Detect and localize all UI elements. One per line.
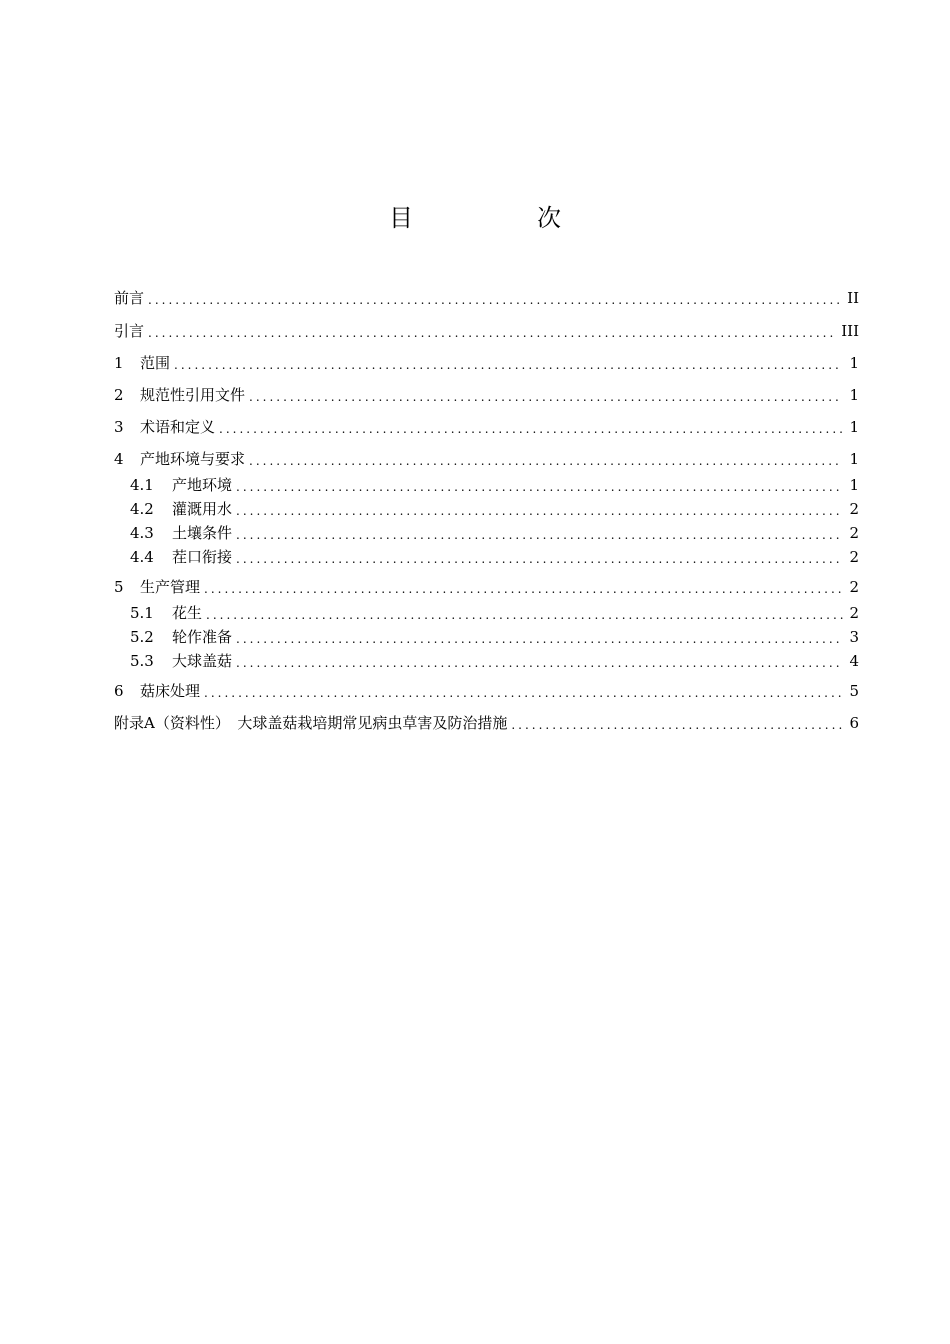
toc-entry-page: 2 <box>849 578 859 596</box>
toc-entry-5-1[interactable] <box>130 601 859 625</box>
toc-entry-page: 1 <box>849 354 859 372</box>
toc-entry-number: 4.3 <box>130 524 154 542</box>
toc-entry-5-2[interactable] <box>130 625 859 649</box>
toc-entry-page: 1 <box>849 386 859 404</box>
toc-entry-number: 5.2 <box>130 628 154 646</box>
toc-entry-4[interactable] <box>114 447 859 471</box>
toc-entry-number: 5 <box>114 578 124 596</box>
toc-entry-appendix-a[interactable] <box>114 711 859 735</box>
toc-leader-dots <box>249 387 843 407</box>
toc-leader-dots <box>174 355 843 375</box>
toc-leader-dots <box>236 549 843 569</box>
toc-entry-number: 2 <box>114 386 124 404</box>
toc-entry-introduction[interactable] <box>114 319 859 343</box>
toc-entry-text: 生产管理 <box>140 578 201 596</box>
toc-entry-number: 1 <box>114 354 124 372</box>
toc-entry-page: 1 <box>849 418 859 436</box>
toc-entry-text: 产地环境与要求 <box>140 450 246 468</box>
toc-entry-page: 1 <box>849 476 859 494</box>
toc-entry-page: 1 <box>849 450 859 468</box>
toc-entry-number: 5.1 <box>130 604 154 622</box>
toc-entry-4-4[interactable] <box>130 545 859 569</box>
toc-entry-number: 5.3 <box>130 652 154 670</box>
toc-entry-4-3[interactable] <box>130 521 859 545</box>
toc-leader-dots <box>206 605 843 625</box>
toc-entry-page: 3 <box>849 628 859 646</box>
toc-entry-text: 灌溉用水 <box>172 500 233 518</box>
toc-entry-page: 4 <box>849 652 859 670</box>
toc-entry-text: 菇床处理 <box>140 682 201 700</box>
toc-entry-5-3[interactable] <box>130 649 859 673</box>
toc-entry-text: 前言 <box>114 289 145 307</box>
toc-entry-page: 2 <box>849 548 859 566</box>
toc-leader-dots <box>236 629 843 649</box>
toc-entry-3[interactable] <box>114 415 859 439</box>
toc-leader-dots <box>236 501 843 521</box>
toc-entry-text: 大球盖菇 <box>172 652 233 670</box>
toc-entry-text: 产地环境 <box>172 476 233 494</box>
toc-entry-text: 范围 <box>140 354 171 372</box>
toc-entry-1[interactable] <box>114 351 859 375</box>
toc-entry-page: 2 <box>849 524 859 542</box>
toc-leader-dots <box>511 715 843 735</box>
toc-entry-4-2[interactable] <box>130 497 859 521</box>
toc-entry-text: 土壤条件 <box>172 524 233 542</box>
toc-entry-page: II <box>847 289 859 307</box>
toc-leader-dots <box>204 579 843 599</box>
toc-leader-dots <box>148 290 841 310</box>
toc-entry-number: 4.4 <box>130 548 154 566</box>
toc-entry-6[interactable] <box>114 679 859 703</box>
toc-entry-preface[interactable] <box>114 286 859 310</box>
toc-entry-page: 5 <box>849 682 859 700</box>
toc-entry-5[interactable] <box>114 575 859 599</box>
toc-entry-page: 2 <box>849 604 859 622</box>
toc-entry-text: 茬口衔接 <box>172 548 233 566</box>
toc-leader-dots <box>148 323 835 343</box>
toc-entry-number: 3 <box>114 418 124 436</box>
toc-entry-2[interactable] <box>114 383 859 407</box>
toc-entry-text: 引言 <box>114 322 145 340</box>
toc-leader-dots <box>204 683 843 703</box>
toc-leader-dots <box>236 477 843 497</box>
toc-entry-page: 2 <box>849 500 859 518</box>
toc-leader-dots <box>219 419 843 439</box>
toc-entry-page: 6 <box>849 714 859 732</box>
toc-entry-number: 6 <box>114 682 124 700</box>
toc-entry-text: 附录A（资料性） 大球盖菇栽培期常见病虫草害及防治措施 <box>114 714 508 732</box>
toc-leader-dots <box>236 653 843 673</box>
toc-entry-text: 花生 <box>172 604 203 622</box>
toc-entry-number: 4.2 <box>130 500 154 518</box>
toc-entry-number: 4 <box>114 450 124 468</box>
toc-entry-text: 规范性引用文件 <box>140 386 246 404</box>
toc-entry-4-1[interactable] <box>130 473 859 497</box>
toc-leader-dots <box>236 525 843 545</box>
page-title: 目 次 <box>389 204 611 232</box>
toc-entry-text: 术语和定义 <box>140 418 216 436</box>
toc-entry-number: 4.1 <box>130 476 154 494</box>
toc-entry-text: 轮作准备 <box>172 628 233 646</box>
toc-entry-page: III <box>841 322 859 340</box>
toc-leader-dots <box>249 451 843 471</box>
